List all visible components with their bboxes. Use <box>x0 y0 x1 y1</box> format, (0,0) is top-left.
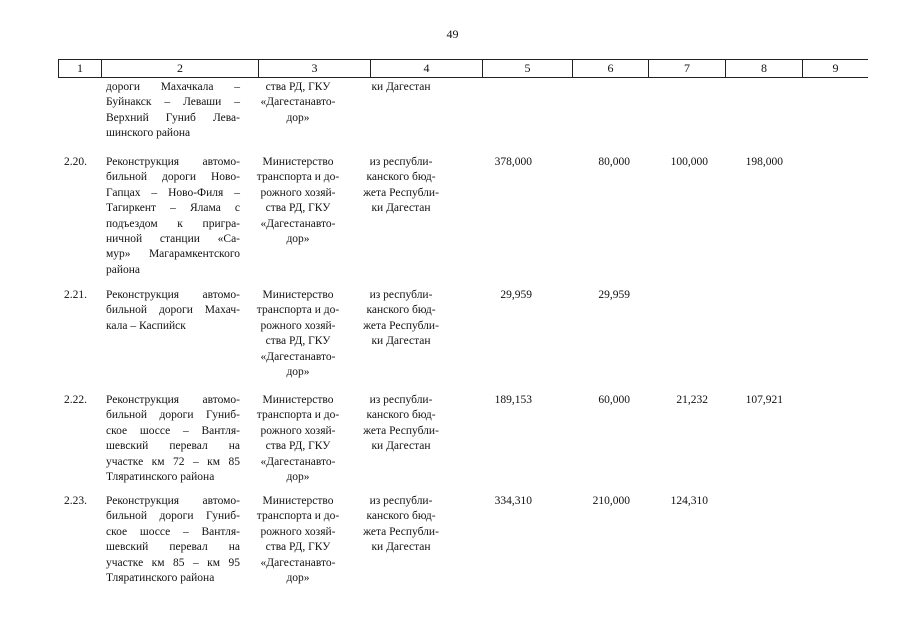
row-executor <box>253 393 343 485</box>
row-name-line: Гапцах – Ново-Филя – <box>106 186 240 199</box>
continuation-name-line: Буйнакск – Леваши – <box>106 96 240 109</box>
row-source-line: из республи- <box>369 394 433 406</box>
header-col-9: 9 <box>832 61 839 75</box>
row-col6-value: 80,000 <box>598 156 630 168</box>
row-executor-line: рожного хозяй- <box>260 186 336 199</box>
row-name-line: мур» Магарамкентского <box>106 248 240 261</box>
row-source-line: ки Дагестан <box>371 440 431 453</box>
row-source-line: ки Дагестан <box>371 335 431 348</box>
continuation-name-line: дороги Махачкала – <box>106 81 240 93</box>
row-name <box>106 288 240 334</box>
row-name-line: Реконструкция автомо- <box>106 156 240 168</box>
row-name-line: Тляратинского района <box>106 572 215 585</box>
row-number: 2.23. <box>64 495 87 507</box>
row-executor-line: транспорта и до- <box>256 171 340 184</box>
table-header-row <box>58 59 868 78</box>
header-col-4: 4 <box>371 60 483 77</box>
row-name-line: Реконструкция автомо- <box>106 495 240 507</box>
row-source-line: канского бюд- <box>366 409 436 422</box>
row-source-line: жета Республи- <box>363 525 439 538</box>
row-source-line: жета Республи- <box>363 424 439 437</box>
row-name-line: ское шоссе – Вантля- <box>106 424 240 437</box>
row-executor-line: ства РД, ГКУ <box>265 440 331 453</box>
row-source-line: ки Дагестан <box>371 541 431 554</box>
row-total: 378,000 <box>494 156 532 168</box>
continuation-source-line: ки Дагестан <box>371 81 431 93</box>
row-col8-value: 198,000 <box>745 156 783 168</box>
row-source-line: жета Республи- <box>363 186 439 199</box>
row-name-line: Тагиркент – Ялама с <box>106 202 240 215</box>
row-executor-line: дор» <box>286 572 310 585</box>
header-col-5: 5 <box>483 60 573 77</box>
row-executor-line: «Дагестанавто- <box>260 217 336 230</box>
row-name-line: района <box>106 263 141 276</box>
continuation-executor <box>253 80 343 126</box>
row-col7-value: 124,310 <box>670 495 708 507</box>
continuation-executor-line: ства РД, ГКУ <box>265 81 331 93</box>
row-name-line: участке км 85 – км 95 <box>106 556 240 569</box>
row-executor-line: рожного хозяй- <box>260 319 336 332</box>
row-name-line: Тляратинского района <box>106 471 215 484</box>
row-name-line: Реконструкция автомо- <box>106 394 240 406</box>
row-col7-value: 21,232 <box>676 394 708 406</box>
page-number: 49 <box>446 27 459 41</box>
row-executor-line: Министерство <box>262 156 334 168</box>
row-executor-line: дор» <box>286 233 310 246</box>
row-name-line: кала – Каспийск <box>106 319 186 332</box>
row-executor-line: транспорта и до- <box>256 510 340 523</box>
row-name <box>106 494 240 586</box>
row-source-line: ки Дагестан <box>371 202 431 215</box>
row-executor-line: «Дагестанавто- <box>260 350 336 363</box>
row-executor <box>253 494 343 586</box>
row-executor-line: дор» <box>286 366 310 379</box>
row-executor-line: дор» <box>286 471 310 484</box>
row-col8-value: 107,921 <box>745 394 783 406</box>
row-executor <box>253 155 343 247</box>
row-name-line: бильной дороги Ново- <box>106 171 240 184</box>
row-source-line: из республи- <box>369 156 433 168</box>
continuation-name <box>106 80 240 142</box>
row-number: 2.21. <box>64 289 87 301</box>
row-executor-line: ства РД, ГКУ <box>265 335 331 348</box>
row-source-line: канского бюд- <box>366 171 436 184</box>
row-name-line: участке км 72 – км 85 <box>106 455 240 468</box>
row-source-line: канского бюд- <box>366 304 436 317</box>
row-source-line: из республи- <box>369 495 433 507</box>
continuation-executor-line: дор» <box>286 111 310 124</box>
header-col-3: 3 <box>259 60 371 77</box>
row-total: 29,959 <box>500 289 532 301</box>
row-col6-value: 60,000 <box>598 394 630 406</box>
header-col-8: 8 <box>726 60 803 77</box>
row-total: 334,310 <box>494 495 532 507</box>
continuation-source <box>357 80 445 95</box>
row-name-line: шевский перевал на <box>106 440 240 453</box>
header-col-7: 7 <box>649 60 726 77</box>
row-name-line: Реконструкция автомо- <box>106 289 240 301</box>
row-name-line: бильной дороги Гуниб- <box>106 510 240 523</box>
row-funding-source <box>357 288 445 350</box>
row-funding-source <box>357 393 445 455</box>
row-executor-line: «Дагестанавто- <box>260 455 336 468</box>
continuation-executor-line: «Дагестанавто- <box>260 96 336 109</box>
row-number: 2.22. <box>64 394 87 406</box>
row-source-line: жета Республи- <box>363 319 439 332</box>
continuation-name-line: шинского района <box>106 127 191 140</box>
row-executor-line: ства РД, ГКУ <box>265 541 331 554</box>
row-executor-line: транспорта и до- <box>256 304 340 317</box>
row-executor <box>253 288 343 380</box>
row-name-line: бильной дороги Гуниб- <box>106 409 240 422</box>
continuation-name-line: Верхний Гуниб Лева- <box>106 111 240 124</box>
row-executor-line: Министерство <box>262 289 334 301</box>
row-executor-line: рожного хозяй- <box>260 424 336 437</box>
row-total: 189,153 <box>494 394 532 406</box>
row-col6-value: 29,959 <box>598 289 630 301</box>
row-funding-source <box>357 155 445 217</box>
row-executor-line: рожного хозяй- <box>260 525 336 538</box>
row-executor-line: ства РД, ГКУ <box>265 202 331 215</box>
row-name-line: ское шоссе – Вантля- <box>106 525 240 538</box>
row-source-line: из республи- <box>369 289 433 301</box>
row-source-line: канского бюд- <box>366 510 436 523</box>
row-number: 2.20. <box>64 156 87 168</box>
row-executor-line: Министерство <box>262 495 334 507</box>
header-col-6: 6 <box>573 60 649 77</box>
row-name-line: ничной станции «Са- <box>106 233 240 246</box>
row-name <box>106 155 240 278</box>
row-name-line: бильной дороги Махач- <box>106 304 240 317</box>
header-col-1: 1 <box>59 60 102 77</box>
row-name-line: подъездом к пригра- <box>106 217 240 230</box>
row-executor-line: «Дагестанавто- <box>260 556 336 569</box>
header-col-2: 2 <box>102 60 259 77</box>
row-executor-line: Министерство <box>262 394 334 406</box>
row-name-line: шевский перевал на <box>106 541 240 554</box>
row-name <box>106 393 240 485</box>
row-col7-value: 100,000 <box>670 156 708 168</box>
row-executor-line: транспорта и до- <box>256 409 340 422</box>
row-col6-value: 210,000 <box>592 495 630 507</box>
row-funding-source <box>357 494 445 556</box>
